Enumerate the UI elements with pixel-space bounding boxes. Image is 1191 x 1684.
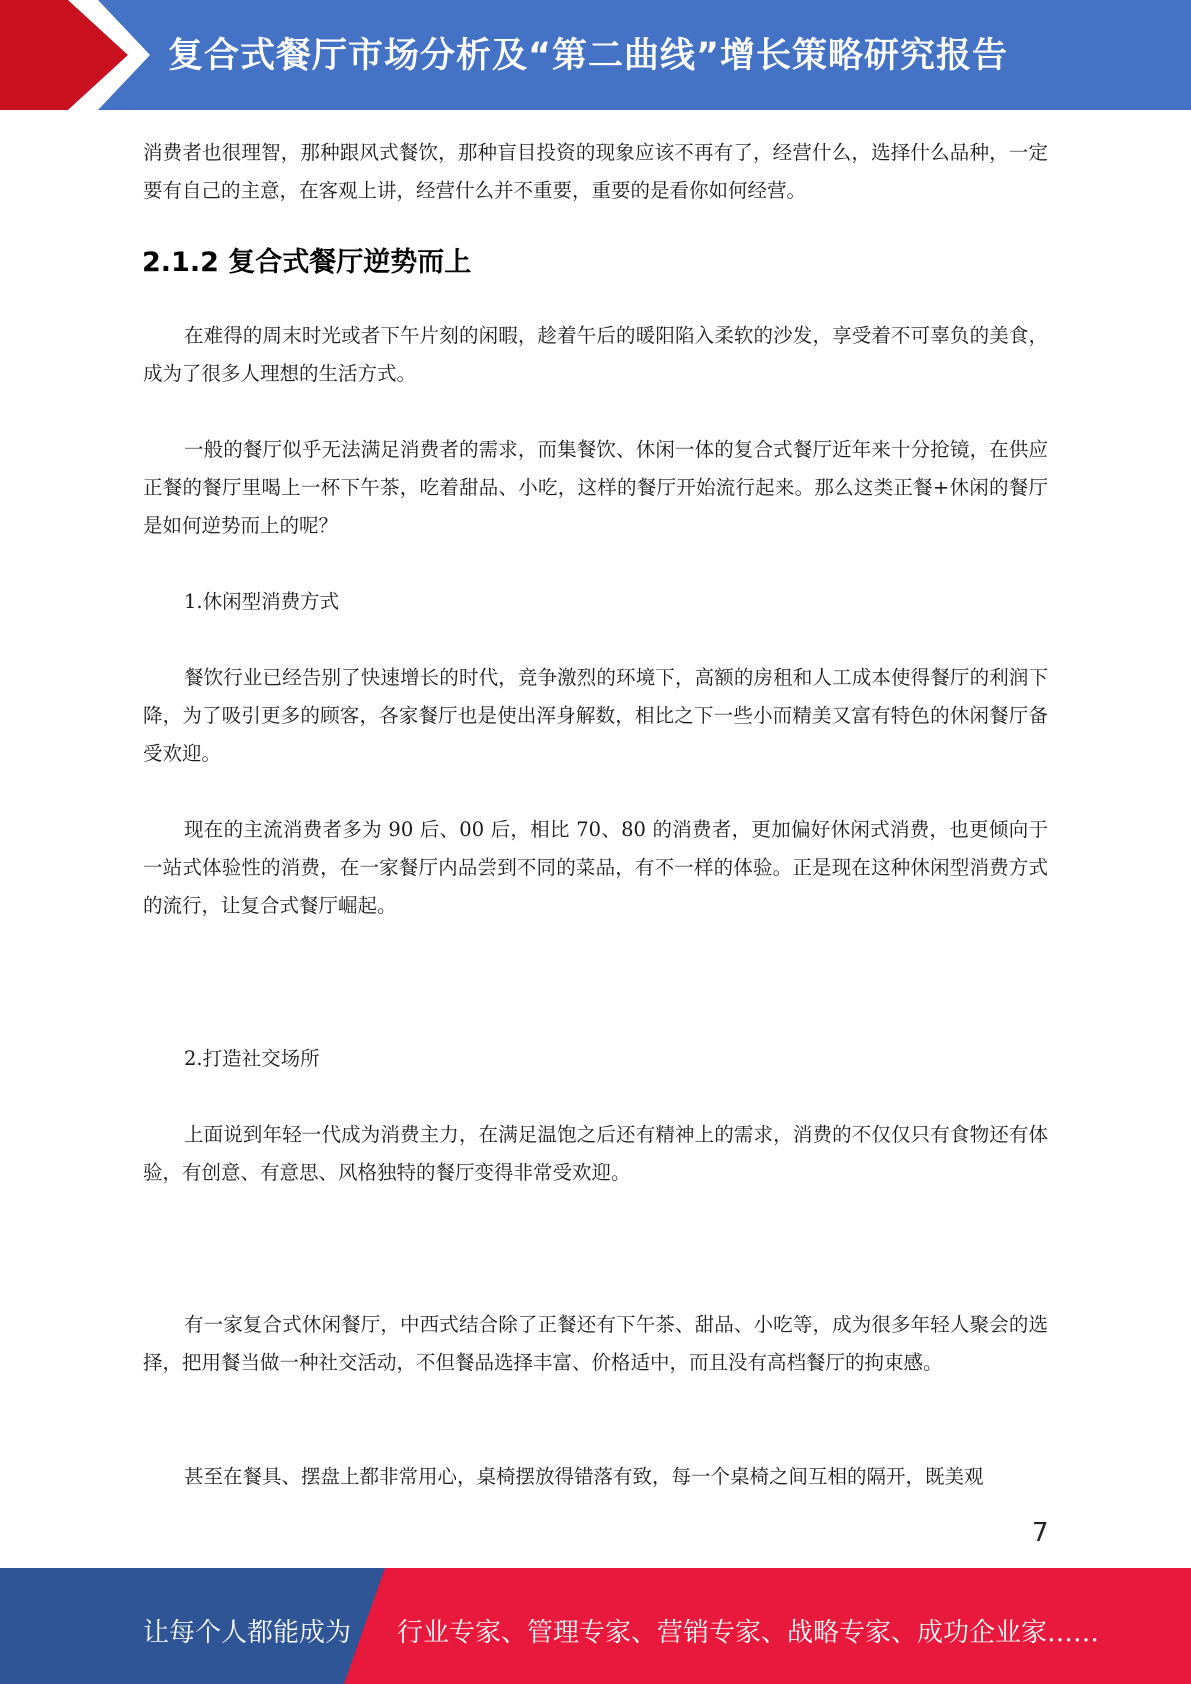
- subhead-1: 1.休闲型消费方式: [184, 590, 340, 613]
- paragraph-4: 现在的主流消费者多为 90 后、00 后，相比 70、80 的消费者，更加偏好休闲式消费，也更倾向于一站式体验性的消费，在一家餐厅内品尝到不同的菜品，有不一样的体验。正是现在这种休闲型消费方式的流行，让复合式餐厅崛起。: [143, 818, 1048, 917]
- paragraph-5: 上面说到年轻一代成为消费主力，在满足温饱之后还有精神上的需求，消费的不仅仅只有食物还有体验，有创意、有意思、风格独特的餐厅变得非常受欢迎。: [143, 1123, 1048, 1184]
- section-heading: 2.1.2 复合式餐厅逆势而上: [142, 247, 472, 278]
- paragraph-3: 餐饮行业已经告别了快速增长的时代，竞争激烈的环境下，高额的房租和人工成本使得餐厅的利润下降，为了吸引更多的顾客，各家餐厅也是使出浑身解数，相比之下一些小而精美又富有特色的休闲餐厅备受欢迎。: [143, 666, 1048, 765]
- footer-slogan-right: 行业专家、管理专家、营销专家、战略专家、成功企业家……: [397, 1618, 1100, 1648]
- paragraph-6: 有一家复合式休闲餐厅，中西式结合除了正餐还有下午茶、甜品、小吃等，成为很多年轻人聚会的选择，把用餐当做一种社交活动，不但餐品选择丰富、价格适中，而且没有高档餐厅的拘束感。: [143, 1313, 1048, 1374]
- footer-slogan-left: 让每个人都能成为: [143, 1618, 352, 1648]
- intro-paragraph: 消费者也很理智，那种跟风式餐饮，那种盲目投资的现象应该不再有了，经营什么，选择什么品种，一定要有自己的主意，在客观上讲，经营什么并不重要，重要的是看你如何经营。: [143, 141, 1048, 202]
- page-footer: [0, 1568, 1191, 1684]
- page-header: [0, 0, 1191, 110]
- page-number: 7: [1032, 1518, 1049, 1548]
- subhead-2: 2.打造社交场所: [184, 1047, 320, 1070]
- paragraph-1: 在难得的周末时光或者下午片刻的闲暇，趁着午后的暖阳陷入柔软的沙发，享受着不可辜负的美食，成为了很多人理想的生活方式。: [143, 324, 1048, 385]
- report-title: 复合式餐厅市场分析及“第二曲线”增长策略研究报告: [168, 36, 1009, 76]
- paragraph-7: 甚至在餐具、摆盘上都非常用心，桌椅摆放得错落有致，每一个桌椅之间互相的隔开，既美观: [184, 1465, 984, 1488]
- paragraph-2: 一般的餐厅似乎无法满足消费者的需求，而集餐饮、休闲一体的复合式餐厅近年来十分抢镜，在供应正餐的餐厅里喝上一杯下午茶，吃着甜品、小吃，这样的餐厅开始流行起来。那么这类正餐+休闲的餐厅是如何逆势而上的呢？: [143, 438, 1048, 537]
